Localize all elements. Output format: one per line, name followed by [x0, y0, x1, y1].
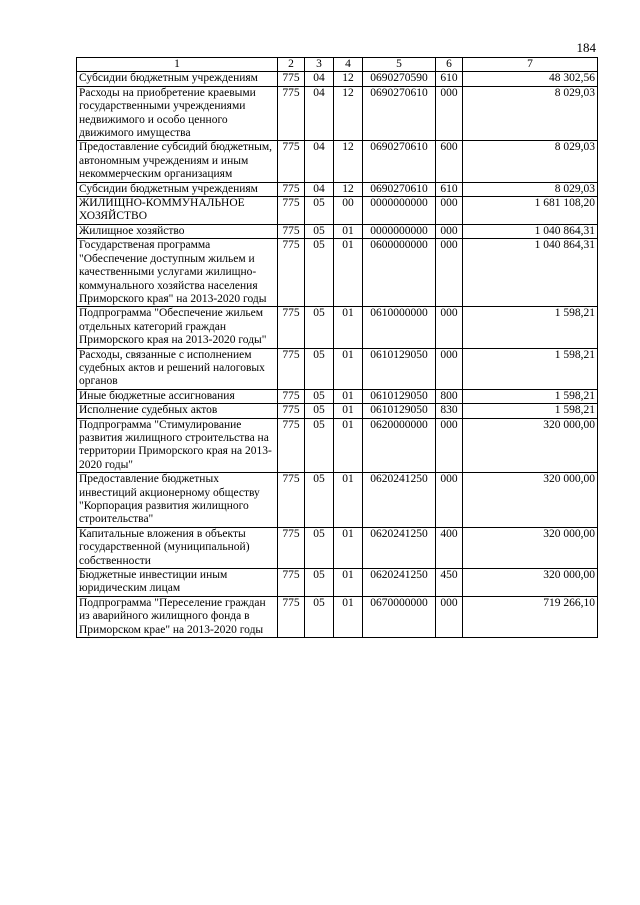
target-article-cell: 0610129050 [363, 404, 436, 418]
table-row [77, 404, 598, 418]
ministry-code-cell: 775 [278, 224, 305, 238]
header-col-1: 1 [77, 58, 278, 72]
amount-cell: 1 681 108,20 [463, 197, 598, 225]
subsection-cell: 01 [334, 239, 363, 307]
amount-cell: 1 598,21 [463, 389, 598, 403]
expense-name-cell: Субсидии бюджетным учреждениям [77, 182, 278, 196]
table-row [77, 569, 598, 597]
target-article-cell: 0000000000 [363, 224, 436, 238]
section-cell: 05 [305, 197, 334, 225]
subsection-cell: 01 [334, 418, 363, 473]
section-cell: 04 [305, 182, 334, 196]
expense-type-cell: 000 [436, 348, 463, 389]
subsection-cell: 01 [334, 473, 363, 528]
ministry-code-cell: 775 [278, 197, 305, 225]
ministry-code-cell: 775 [278, 239, 305, 307]
table-row [77, 239, 598, 307]
ministry-code-cell: 775 [278, 307, 305, 348]
target-article-cell: 0690270590 [363, 72, 436, 86]
target-article-cell: 0600000000 [363, 239, 436, 307]
table-row [77, 418, 598, 473]
section-cell: 05 [305, 404, 334, 418]
subsection-cell: 00 [334, 197, 363, 225]
ministry-code-cell: 775 [278, 418, 305, 473]
expense-type-cell: 000 [436, 418, 463, 473]
table-row [77, 182, 598, 196]
expense-name-cell: Капитальные вложения в объекты государственной (муниципальной) собственности [77, 527, 278, 568]
ministry-code-cell: 775 [278, 348, 305, 389]
expense-type-cell: 610 [436, 72, 463, 86]
amount-cell: 1 598,21 [463, 348, 598, 389]
section-cell: 05 [305, 569, 334, 597]
target-article-cell: 0620000000 [363, 418, 436, 473]
header-col-4: 4 [334, 58, 363, 72]
expense-name-cell: Предоставление бюджетных инвестиций акционерному обществу "Корпорация развития жилищного строительства" [77, 473, 278, 528]
table-header-row [77, 58, 598, 72]
subsection-cell: 12 [334, 141, 363, 182]
amount-cell: 320 000,00 [463, 527, 598, 568]
amount-cell: 48 302,56 [463, 72, 598, 86]
table-row [77, 141, 598, 182]
amount-cell: 1 598,21 [463, 404, 598, 418]
subsection-cell: 12 [334, 72, 363, 86]
amount-cell: 320 000,00 [463, 473, 598, 528]
ministry-code-cell: 775 [278, 72, 305, 86]
target-article-cell: 0690270610 [363, 141, 436, 182]
target-article-cell: 0610000000 [363, 307, 436, 348]
subsection-cell: 01 [334, 224, 363, 238]
ministry-code-cell: 775 [278, 527, 305, 568]
section-cell: 05 [305, 307, 334, 348]
expense-name-cell: Жилищное хозяйство [77, 224, 278, 238]
expense-name-cell: ЖИЛИЩНО-КОММУНАЛЬНОЕ ХОЗЯЙСТВО [77, 197, 278, 225]
subsection-cell: 01 [334, 527, 363, 568]
expense-type-cell: 000 [436, 86, 463, 141]
expense-type-cell: 800 [436, 389, 463, 403]
header-col-3: 3 [305, 58, 334, 72]
ministry-code-cell: 775 [278, 86, 305, 141]
section-cell: 05 [305, 596, 334, 637]
ministry-code-cell: 775 [278, 141, 305, 182]
expense-name-cell: Подпрограмма "Переселение граждан из аварийного жилищного фонда в Приморском крае" на 2013-2020 годы [77, 596, 278, 637]
section-cell: 04 [305, 72, 334, 86]
expense-name-cell: Иные бюджетные ассигнования [77, 389, 278, 403]
expense-type-cell: 000 [436, 307, 463, 348]
ministry-code-cell: 775 [278, 389, 305, 403]
amount-cell: 1 040 864,31 [463, 239, 598, 307]
header-col-7: 7 [463, 58, 598, 72]
expense-type-cell: 830 [436, 404, 463, 418]
expense-type-cell: 000 [436, 197, 463, 225]
target-article-cell: 0690270610 [363, 86, 436, 141]
expense-type-cell: 000 [436, 224, 463, 238]
subsection-cell: 01 [334, 307, 363, 348]
header-col-5: 5 [363, 58, 436, 72]
target-article-cell: 0620241250 [363, 527, 436, 568]
expense-type-cell: 450 [436, 569, 463, 597]
target-article-cell: 0620241250 [363, 569, 436, 597]
expense-name-cell: Субсидии бюджетным учреждениям [77, 72, 278, 86]
table-row [77, 224, 598, 238]
subsection-cell: 12 [334, 182, 363, 196]
section-cell: 05 [305, 418, 334, 473]
expense-name-cell: Расходы, связанные с исполнением судебных актов и решений налоговых органов [77, 348, 278, 389]
expense-name-cell: Бюджетные инвестиции иным юридическим лицам [77, 569, 278, 597]
table-row [77, 72, 598, 86]
table-row [77, 473, 598, 528]
expense-name-cell: Подпрограмма "Обеспечение жильем отдельных категорий граждан Приморского края на 2013-2020 годы" [77, 307, 278, 348]
section-cell: 04 [305, 86, 334, 141]
amount-cell: 320 000,00 [463, 569, 598, 597]
expense-name-cell: Предоставление субсидий бюджетным, автономным учреждениям и иным некоммерческим организациям [77, 141, 278, 182]
subsection-cell: 01 [334, 404, 363, 418]
expense-type-cell: 600 [436, 141, 463, 182]
amount-cell: 8 029,03 [463, 182, 598, 196]
amount-cell: 1 040 864,31 [463, 224, 598, 238]
expense-name-cell: Исполнение судебных актов [77, 404, 278, 418]
target-article-cell: 0690270610 [363, 182, 436, 196]
ministry-code-cell: 775 [278, 569, 305, 597]
expense-type-cell: 000 [436, 473, 463, 528]
ministry-code-cell: 775 [278, 182, 305, 196]
expense-type-cell: 000 [436, 596, 463, 637]
expense-name-cell: Государственая программа "Обеспечение доступным жильем и качественными услугами жилищно-коммунального хозяйства населения Приморского края" на 2013-2020 годы [77, 239, 278, 307]
table-row [77, 86, 598, 141]
target-article-cell: 0610129050 [363, 389, 436, 403]
section-cell: 05 [305, 348, 334, 389]
section-cell: 05 [305, 239, 334, 307]
table-row [77, 307, 598, 348]
target-article-cell: 0000000000 [363, 197, 436, 225]
header-col-2: 2 [278, 58, 305, 72]
amount-cell: 320 000,00 [463, 418, 598, 473]
expense-type-cell: 000 [436, 239, 463, 307]
section-cell: 05 [305, 224, 334, 238]
target-article-cell: 0610129050 [363, 348, 436, 389]
section-cell: 05 [305, 389, 334, 403]
header-col-6: 6 [436, 58, 463, 72]
expense-type-cell: 400 [436, 527, 463, 568]
amount-cell: 8 029,03 [463, 86, 598, 141]
subsection-cell: 01 [334, 569, 363, 597]
ministry-code-cell: 775 [278, 404, 305, 418]
table-row [77, 527, 598, 568]
target-article-cell: 0620241250 [363, 473, 436, 528]
budget-table [76, 57, 598, 638]
table-row [77, 348, 598, 389]
amount-cell: 1 598,21 [463, 307, 598, 348]
subsection-cell: 12 [334, 86, 363, 141]
expense-name-cell: Подпрограмма "Стимулирование развития жилищного строительства на территории Приморского края на 2013-2020 годы" [77, 418, 278, 473]
section-cell: 05 [305, 473, 334, 528]
expense-type-cell: 610 [436, 182, 463, 196]
section-cell: 05 [305, 527, 334, 568]
ministry-code-cell: 775 [278, 473, 305, 528]
table-row [77, 389, 598, 403]
page-number: 184 [576, 40, 596, 55]
subsection-cell: 01 [334, 389, 363, 403]
target-article-cell: 0670000000 [363, 596, 436, 637]
ministry-code-cell: 775 [278, 596, 305, 637]
amount-cell: 719 266,10 [463, 596, 598, 637]
section-cell: 04 [305, 141, 334, 182]
expense-name-cell: Расходы на приобретение краевыми государственными учреждениями недвижимого и особо ценного движимого имущества [77, 86, 278, 141]
amount-cell: 8 029,03 [463, 141, 598, 182]
subsection-cell: 01 [334, 348, 363, 389]
table-row [77, 197, 598, 225]
subsection-cell: 01 [334, 596, 363, 637]
table-row [77, 596, 598, 637]
